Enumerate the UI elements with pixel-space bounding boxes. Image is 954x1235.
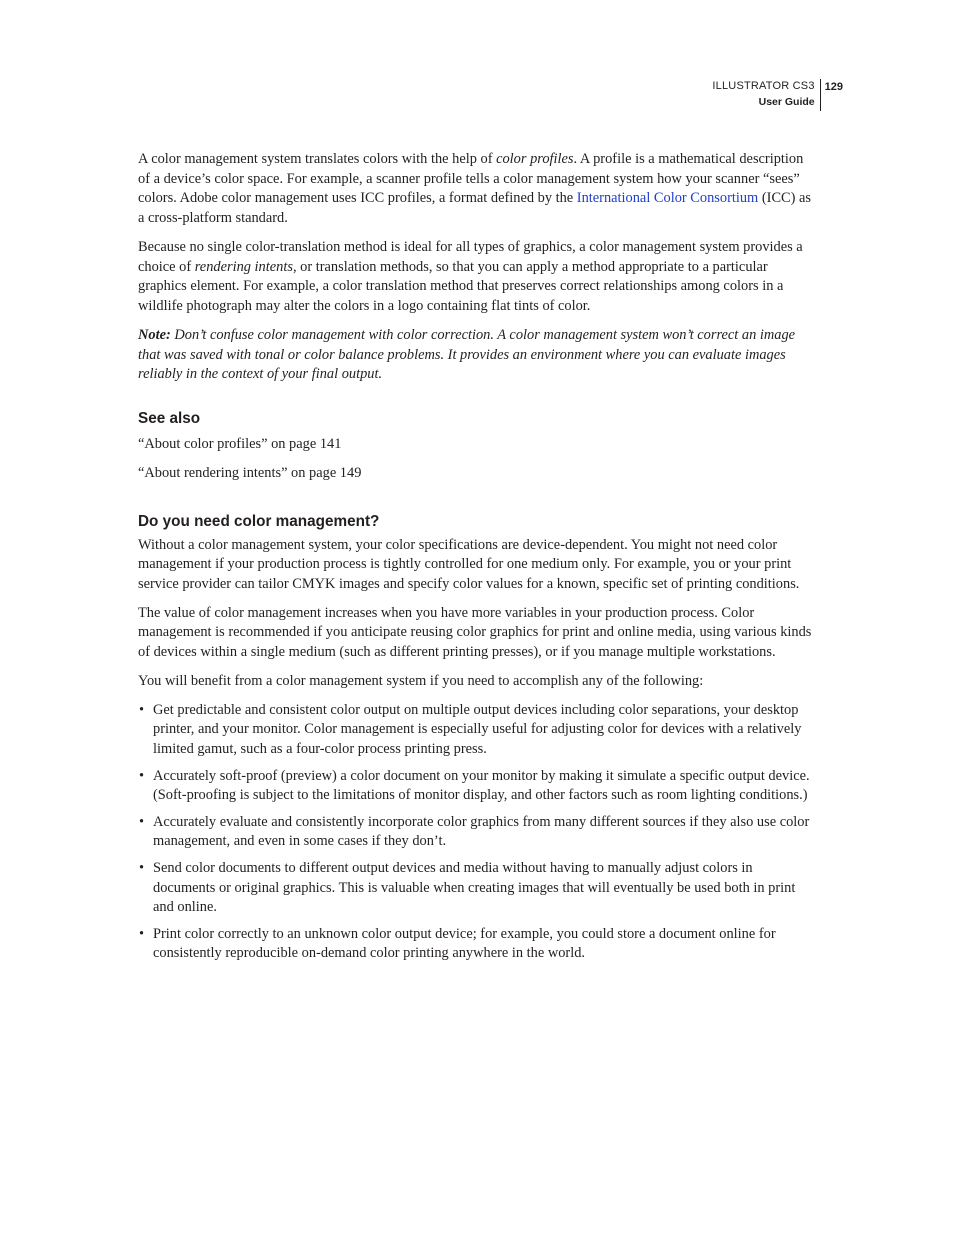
bullet-icon: • — [139, 701, 145, 718]
page-number: 129 — [824, 81, 843, 93]
text-run: Because no single color-translation method is ideal for all types of graphics, a color management system provides a choice of — [138, 238, 803, 275]
note-label: Note: — [138, 326, 171, 343]
section-paragraph-2: The value of color management increases when you have more variables in your production process. Color management is recommended if you anticipate reusing color graphics for print and online media, using various kinds of devices within a single medium (such as different printing presses), or if you manage multiple workstations. — [138, 604, 812, 661]
list-item-text: Print color correctly to an unknown color output device; for example, you could store a document online for consistently reproducible on-demand color printing anywhere in the world. — [153, 925, 776, 962]
note-paragraph — [138, 326, 818, 385]
list-item-text: Accurately soft-proof (preview) a color document on your monitor by making it simulate a specific output device. (Soft-proofing is subject to the limitations of monitor display, and other factors such as room lighting conditions.) — [153, 767, 810, 804]
page-content — [138, 150, 818, 971]
list-item — [138, 925, 818, 964]
text-run: . A profile is a mathematical description of a device’s color space. For example, a scanner profile tells a color management system how your scanner “sees” colors. Adobe color management uses ICC profiles, a format defined by the — [138, 151, 804, 207]
bullet-icon: • — [139, 813, 145, 830]
see-also-link-1[interactable]: “About color profiles” on page 141 — [138, 435, 342, 452]
list-item — [138, 859, 818, 918]
section-paragraph-1: Without a color management system, your color specifications are device-dependent. You might not need color management if your production process is tightly controlled for one medium only. For example, you or your print service provider can tailor CMYK images and specify color values for a known, specific set of printing conditions. — [138, 536, 800, 592]
bullet-icon: • — [139, 925, 145, 942]
list-item-text: Accurately evaluate and consistently incorporate color graphics from many different sources if they also use color management, and even in some cases if they don’t. — [153, 813, 810, 850]
header-titles — [712, 79, 820, 111]
text-run: , or translation methods, so that you can apply a method appropriate to a particular graphics element. For example, a color translation method that preserves correct relationships among colors in a wildlife photograph may alter the colors in a logo containing flat tints of color. — [138, 258, 784, 314]
intro-paragraph-1 — [138, 150, 818, 228]
section-heading: Do you need color management? — [138, 512, 380, 530]
running-header — [712, 79, 843, 111]
list-item — [138, 813, 818, 852]
list-item — [138, 701, 818, 760]
intro-paragraph-2 — [138, 238, 818, 316]
list-item-text: Get predictable and consistent color output on multiple output devices including color separations, your desktop printer, and your monitor. Color management is especially useful for adjusting color for devices with a relatively limited gamut, such as a four-color process printing press. — [153, 701, 802, 758]
guide-name: User Guide — [758, 96, 815, 108]
note-text: Don’t confuse color management with color correction. A color management system won’t correct an image that was saved with tonal or color balance problems. It provides an environment where you can evaluate images reliably in the context of your final output. — [138, 326, 796, 383]
term-color-profiles: color profiles — [496, 151, 574, 167]
bullet-icon: • — [139, 860, 145, 876]
text-run: A color management system translates colors with the help of — [138, 151, 497, 167]
text-run: (ICC) as a cross-platform standard. — [138, 190, 812, 226]
icc-link[interactable]: International Color Consortium — [576, 190, 759, 207]
benefits-list — [138, 701, 818, 964]
term-rendering-intents: rendering intents — [194, 258, 293, 275]
see-also-link-2[interactable]: “About rendering intents” on page 149 — [138, 464, 362, 481]
section-paragraph-3: You will benefit from a color management system if you need to accomplish any of the following: — [138, 673, 704, 690]
list-item — [138, 767, 818, 806]
list-item-text: Send color documents to different output devices and media without having to manually adjust colors in documents or original graphics. This is valuable when creating images that will eventually be used both in print and online. — [153, 860, 796, 916]
bullet-icon: • — [139, 767, 145, 784]
see-also-heading: See also — [138, 409, 201, 427]
product-name: ILLUSTRATOR CS3 — [712, 80, 815, 92]
